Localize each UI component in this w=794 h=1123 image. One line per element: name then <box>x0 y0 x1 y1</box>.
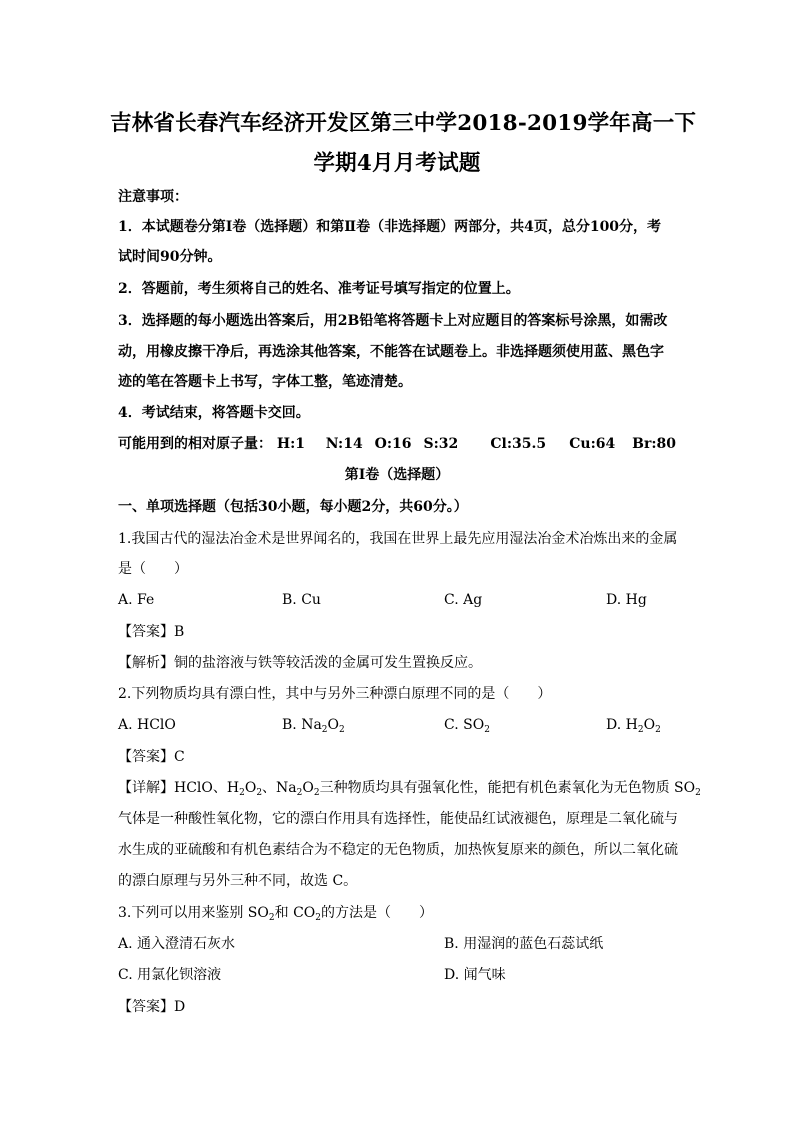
q2-detail-line-1: 【详解】HClO、$H_2O_2$、$Na_2O_2$三种物质均具有强氧化性，能把有机色素氧化为无色物质 $SO_2$ <box>118 780 701 798</box>
notes-item-1-line-2: 试时间90分钟。 <box>118 249 222 265</box>
notes-item-2: 2．答题前，考生须将自己的姓名、准考证号填写指定的位置上。 <box>118 281 520 297</box>
q2-detail-line-3: 水生成的亚硫酸和有机色素结合为不稳定的无色物质，加热恢复原来的颜色，所以二氧化硫 <box>118 842 678 858</box>
q3-option-c: C. 用氯化钡溶液 <box>118 967 222 983</box>
q2-detail-line-4: 的漂白原理与另外三种不同，故选 C。 <box>118 873 358 889</box>
atomic-mass-cu: Cu:64 <box>569 436 616 452</box>
title-line-2: 学期4月月考试题 <box>313 151 481 176</box>
q1-analysis-text: 铜的盐溶液与铁等较活泼的金属可发生置换反应。 <box>174 655 482 671</box>
q1-option-c: C. Ag <box>444 592 483 608</box>
q3-option-b: B. 用湿润的蓝色石蕊试纸 <box>444 936 604 952</box>
atomic-mass-n: N:14 <box>325 436 363 452</box>
q1-answer: 【答案】B <box>118 624 185 640</box>
atomic-masses-line <box>118 435 676 453</box>
q1-option-a: A. Fe <box>118 592 155 608</box>
atomic-mass-o: O:16 <box>374 436 412 452</box>
q3-answer: 【答案】D <box>118 999 186 1015</box>
notes-item-1-line-1: 1．本试题卷分第Ⅰ卷（选择题）和第Ⅱ卷（非选择题）两部分，共4页，总分100分，考 <box>118 219 662 235</box>
q2-option-c: C. $SO_2$ <box>444 717 490 735</box>
section-heading: 一、单项选择题（包括30小题，每小题2分，共60分。） <box>118 499 468 515</box>
atomic-mass-h: H:1 <box>276 436 306 452</box>
q2-answer: 【答案】C <box>118 749 185 765</box>
notes-item-4: 4．考试结束，将答题卡交回。 <box>118 405 310 421</box>
q2-option-b: B. $Na_2O_2$ <box>282 717 345 735</box>
atomic-mass-cl: Cl:35.5 <box>490 436 547 452</box>
q1-option-d: D. Hg <box>606 592 647 608</box>
q2-option-d: D. $H_2O_2$ <box>606 717 661 735</box>
q2-detail-line-2: 气体是一种酸性氧化物，它的漂白作用具有选择性，能使品红试液褪色，原理是二氧化硫与 <box>118 811 678 827</box>
atomic-mass-s: S:32 <box>423 436 459 452</box>
q2-detail-label: 【详解】 <box>118 780 174 796</box>
q1-analysis <box>118 654 482 672</box>
q3-stem: 3.下列可以用来鉴别 $SO_2$和 $CO_2$的方法是（ ） <box>118 905 433 923</box>
q1-stem-line-2: 是（ ） <box>118 561 188 577</box>
notes-item-3-line-2: 动，用橡皮擦干净后，再选涂其他答案，不能答在试题卷上。非选择题须使用蓝、黑色字 <box>118 344 664 360</box>
notes-item-3-line-1: 3．选择题的每小题选出答案后，用2B铅笔将答题卡上对应题目的答案标号涂黑，如需改 <box>118 313 668 329</box>
atomic-mass-br: Br:80 <box>632 436 676 452</box>
notes-item-3-line-3: 迹的笔在答题卡上书写，字体工整，笔迹清楚。 <box>118 374 412 390</box>
part-1-heading: 第Ⅰ卷（选择题） <box>344 467 450 483</box>
q3-option-a: A. 通入澄清石灰水 <box>118 936 236 952</box>
q2-option-a: A. HClO <box>118 717 176 733</box>
q1-analysis-label: 【解析】 <box>118 655 174 671</box>
q3-option-d: D. 闻气味 <box>444 967 506 983</box>
title-line-1: 吉林省长春汽车经济开发区第三中学2018-2019学年高一下 <box>110 111 697 136</box>
q1-stem-line-1: 1.我国古代的湿法冶金术是世界闻名的，我国在世界上最先应用湿法冶金术冶炼出来的金属 <box>118 531 678 547</box>
q1-option-b: B. Cu <box>282 592 321 608</box>
q2-stem: 2.下列物质均具有漂白性，其中与另外三种漂白原理不同的是（ ） <box>118 686 552 702</box>
atomic-masses-label: 可能用到的相对原子量： <box>118 436 272 452</box>
notes-heading: 注意事项： <box>118 189 188 205</box>
